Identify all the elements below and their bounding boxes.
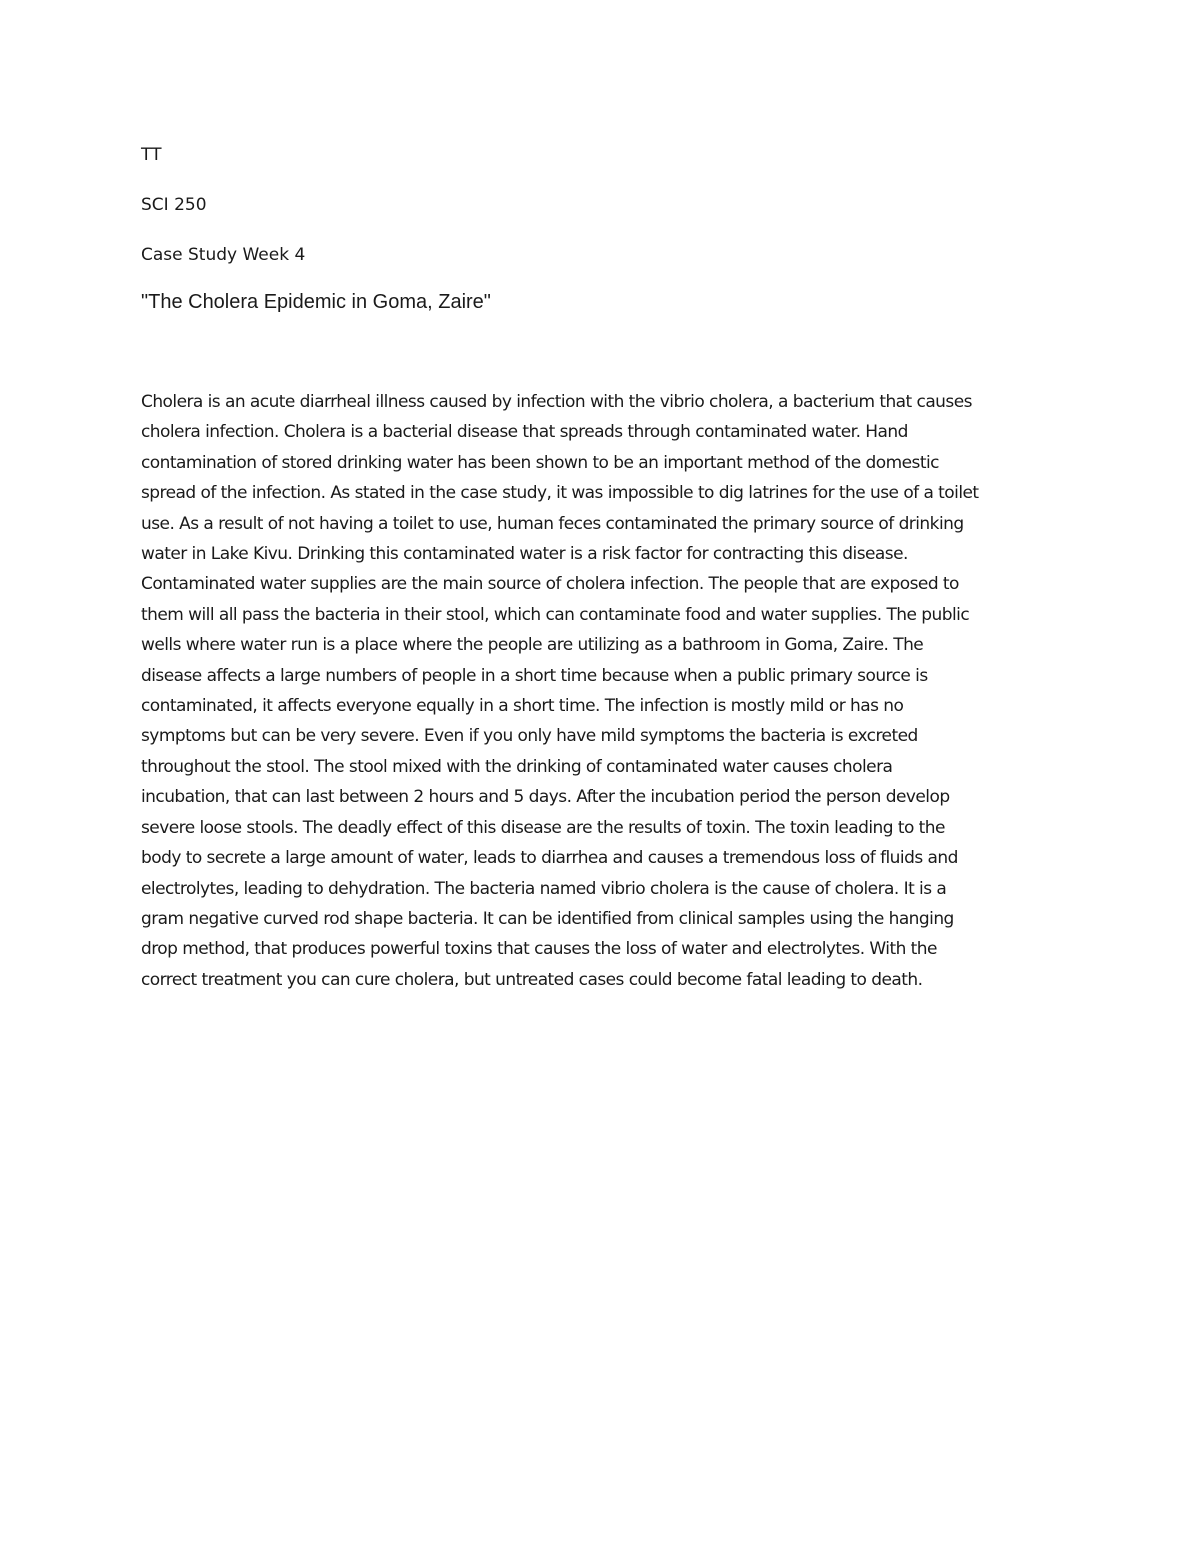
paragraph-line: them will all pass the bacteria in their stool, which can contaminate food and water supplies. The public [141, 604, 970, 625]
document-title: "The Cholera Epidemic in Goma, Zaire" [141, 291, 491, 313]
author-initials: TT [141, 145, 162, 165]
paragraph-line: cholera infection. Cholera is a bacterial disease that spreads through contaminated water. Hand [141, 422, 908, 443]
paragraph-line: contamination of stored drinking water has been shown to be an important method of the domestic [141, 452, 939, 473]
paragraph-line: use. As a result of not having a toilet to use, human feces contaminated the primary source of drinking [141, 513, 964, 534]
paragraph-line: water in Lake Kivu. Drinking this contaminated water is a risk factor for contracting this disease. [141, 544, 908, 565]
paragraph-line: disease affects a large numbers of people in a short time because when a public primary source is [141, 665, 928, 686]
paragraph-line: Cholera is an acute diarrheal illness caused by infection with the vibrio cholera, a bacterium that causes [141, 392, 972, 412]
paragraph-line: body to secrete a large amount of water, leads to diarrhea and causes a tremendous loss of fluids and [141, 848, 958, 869]
paragraph-line: symptoms but can be very severe. Even if you only have mild symptoms the bacteria is excreted [141, 726, 918, 747]
paragraph-line: drop method, that produces powerful toxins that causes the loss of water and electrolytes. With the [141, 939, 937, 960]
paragraph-line: severe loose stools. The deadly effect of this disease are the results of toxin. The toxin leading to the [141, 817, 945, 838]
paragraph-line: contaminated, it affects everyone equally in a short time. The infection is mostly mild or has no [141, 696, 904, 717]
paragraph-line: gram negative curved rod shape bacteria. It can be identified from clinical samples using the hanging [141, 908, 954, 929]
body-paragraph [141, 387, 979, 995]
paragraph-line: Contaminated water supplies are the main source of cholera infection. The people that are exposed to [141, 574, 959, 595]
paragraph-line: electrolytes, leading to dehydration. The bacteria named vibrio cholera is the cause of cholera. It is a [141, 878, 947, 899]
paragraph-line: spread of the infection. As stated in the case study, it was impossible to dig latrines for the use of a toilet [141, 483, 979, 504]
assignment-label: Case Study Week 4 [141, 245, 306, 265]
paragraph-line: wells where water run is a place where the people are utilizing as a bathroom in Goma, Zaire. The [141, 635, 924, 656]
paragraph-line: incubation, that can last between 2 hours and 5 days. After the incubation period the person develop [141, 787, 950, 808]
course-code: SCI 250 [141, 195, 207, 215]
paragraph-line: throughout the stool. The stool mixed with the drinking of contaminated water causes cholera [141, 756, 893, 777]
paragraph-line: correct treatment you can cure cholera, but untreated cases could become fatal leading to death. [141, 969, 923, 990]
